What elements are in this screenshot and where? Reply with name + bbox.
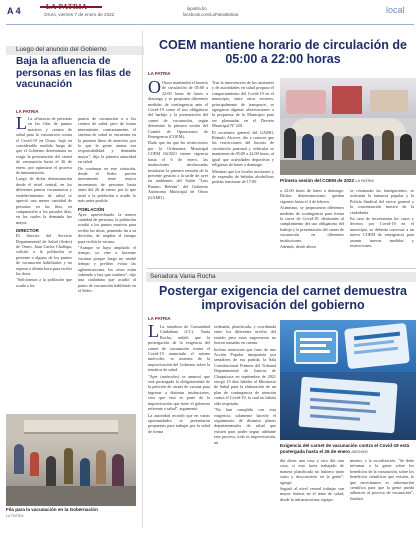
bottom-paragraph: La autoridad recordó que en varias oportunidades se presentaron propuestas para trabajar por la salud de forma bbox=[148, 412, 210, 434]
left-kicker: Luego del anuncio del Gobierno bbox=[16, 46, 107, 53]
bottom-photo-caption bbox=[280, 443, 416, 455]
bottom-paragraph: miento, y la socialización. "Se debe informar a la gente sobre los beneficios de la vacunación, sobre los beneficios científicos que existen, lo que necesitamos es información científica para que la gente pueda adherirse al proceso de vacunación", finalizó. bbox=[350, 458, 414, 501]
top-paragraph: a 22:00 horas de lunes a domingo. Dichas determinaciones quedan vigentes hasta el 4 de febrero. bbox=[280, 188, 344, 204]
bottom-paragraph: ordenada, planificada, y coordinada entre los diferentes niveles del estado, pero estas sugerencias no fueron tomadas en cuenta. bbox=[214, 324, 276, 346]
left-caption-text: Fila para la vacunación en la Gobernación bbox=[6, 507, 98, 512]
top-paragraph: Tras la intervención de los asistentes y de autoridades en salud propuso el comportamiento del Covid-19 en el municipio, entre otros sectores, principalmente de transporte, se agregaron algunas observaciones a la propuesta de la Municipio para ser plasmadas en el Decreto Municipal Nº 220. bbox=[212, 80, 274, 129]
left-paragraph: puntos de vacunación o a los centros de salud, pero de forma intermitente, contrariamente, el sistema de salud se encuentra en la primera línea de atención, por lo que la gente asuma esa responsabilidad y demanda mayor", dijo la primera autoridad en salud. bbox=[78, 116, 136, 165]
bottom-caption-credit: ARCHIVO bbox=[351, 449, 368, 454]
header-site[interactable]: lapatria.bo bbox=[187, 6, 207, 11]
left-dropcap: L bbox=[16, 113, 27, 133]
bottom-paragraph: "Ayer (miércoles) se anunció que está postergada la obligatoriedad de la petición de carnet de vacuna para ingresar a distintas instituciones, creo que esto es parte de la improvisación que tiene el gobierno referente a salud", argumentó. bbox=[148, 373, 210, 412]
top-photo bbox=[280, 78, 416, 175]
masthead: LA PATRIA bbox=[46, 3, 88, 11]
left-column-2 bbox=[78, 116, 136, 294]
left-subhead-director: DIRECTOR bbox=[16, 228, 39, 234]
bottom-divider bbox=[146, 268, 416, 269]
bottom-dropcap-paragraph bbox=[148, 321, 210, 373]
bottom-paragraph: "No han cumplido con esta exigencia, solamente hacerlo el seguimiento de distintos planes departamentales de salud que existen para poder seguir adelante este proceso, todo es improvisación, un bbox=[214, 407, 276, 445]
left-column-1 bbox=[16, 113, 72, 288]
bottom-caption-text: Exigencia del carnet de vacunación contra el Covid-19 está postergada hasta el 26 de enero bbox=[280, 443, 410, 454]
bottom-paragraph: Incluso mencionó que fruto de una Acción Popular interpuesta por senadores de esa partida, la Sala Constitucional Primera del Tribunal Departamental de Justicia de Chuquisaca en septiembre de 2021 otorgó 15 días hábiles al Ministerio de Salud para la elaboración de un plan de contingencia de atención contra el Covid-19, la cual no habría sido respetada. bbox=[214, 346, 276, 406]
header-social[interactable]: facebook.com/LaPatriaBolivia bbox=[183, 12, 239, 17]
left-byline: LA PATRIA bbox=[16, 109, 39, 114]
top-lead-paragraph: Oruro mantendrá el horario de circulación de 05:00 a 22:00 horas de lunes a domingo y se proponen diferentes medidas de contingencia ante el Covid-19 como el uso obligatorio del barbijo y la presentación del carnet de vacunación, según determinó la primera sesión del Comité de Operaciones de Emergencia (COEM). bbox=[148, 80, 208, 140]
bottom-column-4 bbox=[350, 458, 414, 501]
top-paragraph: Mientras que los locales nocturnos y de expendio de bebidas alcohólicas podrán funcionar de 17:00 bbox=[212, 168, 274, 185]
section-number: A 4 bbox=[7, 6, 21, 16]
top-column-1 bbox=[148, 77, 208, 200]
top-dropcap-paragraph bbox=[148, 77, 208, 140]
column-divider bbox=[142, 30, 143, 528]
top-column-4 bbox=[350, 188, 414, 248]
top-paragraph: El secretario general del GAMO, Rómulo Alcocer, dio a conocer que las restricciones del horario de circulación peatonal y vehicular se mantienen de 05:00 a 22:00 horas, al igual que actividades deportivas y religiosas de lunes a domingo. bbox=[212, 129, 274, 168]
top-byline: LA PATRIA bbox=[148, 71, 171, 76]
left-paragraph: De continuar en este situación, desde el Sedes prevén nuevamente tener mayor incremento de personas hasta antes del 26 de enero, por lo que instó a la población a acudir lo más antes posible. bbox=[78, 165, 136, 204]
left-caption-credit: LA PATRIA bbox=[6, 514, 24, 518]
top-paragraph: Asimismo, se propusieron diferentes medidas de contingencia para frenar la curva de Covid-19, destinadas al cumplimiento del uso obligatorio del barbijo y la presentación del carnet de vacunación en diferentes instituciones. bbox=[280, 205, 344, 243]
bottom-column-1 bbox=[148, 321, 210, 434]
bottom-lead-paragraph: La senadora de Comunidad Ciudadana (CC), Vania Rocha, señaló que la postergación de la exigencia del carnet de vacunación contra el Covid-19 anunciada el mismo miércoles, es muestra de la improvisación del Gobierno sobre la temática de salud. bbox=[148, 324, 210, 373]
bottom-column-3 bbox=[280, 458, 344, 502]
top-paragraph: Dado que las que las restricciones por la Ordenanza Municipal COEM 04/2021 tienen vigencia hasta el 6 de enero, las instituciones involucradas instalaron la primera reunión de la presente gestión a la tarde de ayer en ambientes del Salón "Luis Ramiro Beltrán" del Gobierno Autónomo Municipal de Oruro (GAMO). bbox=[148, 140, 208, 200]
page-header bbox=[0, 0, 420, 27]
top-caption-text: Primera sesión del COEM de 2022 bbox=[280, 178, 355, 183]
left-photo bbox=[6, 414, 136, 506]
top-paragraph: Además, desde ahora bbox=[280, 244, 316, 250]
top-dropcap: O bbox=[148, 77, 161, 97]
left-photo-caption bbox=[6, 507, 146, 512]
top-paragraph: se retomarán las fumigaciones, se activarán la farmacia popular y la Policía Sindical del sector general y la concentración masiva de la ciudadanía. bbox=[350, 188, 414, 215]
bottom-paragraph: Sugirió al nivel central trabajar con mayor énfasis en el tema de salud, desde la infraestructura, equipa- bbox=[280, 486, 344, 502]
left-paragraph: Ayer, aprovechando la menor cantidad de personas, la población acudió a los puntos masivos para recibir las dosis, poniendo fin a su decisión, de ampliar el tiempo para recibir la vacuna. bbox=[78, 211, 136, 244]
header-date: Oruro, viernes 7 de enero de 2022 bbox=[44, 12, 115, 17]
bottom-column-2 bbox=[214, 324, 276, 445]
left-paragraph: El director del Servicio Departamental de Salud (Sedes) de Oruro, Juan Carlos Challapa, solicitó a la población se presente a alguno de los puntos de vacunación habilitados y no esperar a última hora para recibir las dosis. bbox=[16, 233, 72, 276]
bottom-photo bbox=[280, 320, 416, 440]
left-paragraph: "Aunque se haya ampliado el tiempo, yo vine a hacerme vacunar porque luego no tendré tiempo y prefiero evitar las aglomeraciones, los casos están subiendo y hay que cuidarse", dijo una ciudadana que acudió al punto de vacunación habilitado en el Sedes. bbox=[78, 244, 136, 294]
left-dropcap-paragraph bbox=[16, 113, 72, 176]
left-paragraph: Luego de dicha determinación desde el nivel central, en los diferentes puntos vacunatorios y establecimientos de salud se apreció una menor cantidad de personas en las filas, en comparación a los pasados días, en los cuales la demanda fue mayor. bbox=[16, 176, 72, 225]
top-column-2 bbox=[212, 80, 274, 185]
left-lead-paragraph: La afluencia de personas en las filas de puntos masivos y centros de salud para la vacunación contra el Covid-19 en Oruro, bajó en considerable medida luego de que el Gobierno determinara no exigir la presentación del carnet de vacunación hasta el 26 de enero, por optimizar el proceso de inmunización. bbox=[16, 116, 72, 176]
top-headline: COEM mantiene horario de circulación de 05:00 a 22:00 horas bbox=[159, 38, 407, 66]
bottom-byline: LA PATRIA bbox=[148, 316, 171, 321]
bottom-kicker: Senadora Vania Rocha bbox=[150, 273, 216, 280]
bottom-headline: Postergar exigencia del carnet demuestra improvisación del gobierno bbox=[158, 284, 408, 312]
bottom-dropcap: L bbox=[148, 321, 159, 341]
top-photo-caption bbox=[280, 178, 416, 183]
top-caption-credit: LA PATRIA bbox=[355, 179, 374, 183]
header-divider bbox=[6, 24, 414, 25]
bottom-paragraph: día dicen una cosa y otro día otra cosa, si esto fuera trabajado de manera planificada no hubiera tanto susto y desconcierto en la gente", agregó. bbox=[280, 458, 344, 485]
top-paragraph: En caso de incrementar los casos y decesos por Covid-19 en el municipio, se deberán convocar a un nuevo COEM de emergencia para asumir nuevas medidas y restricciones. bbox=[350, 216, 414, 249]
left-paragraph: "Solicitamos a la población que acuda a los bbox=[16, 277, 72, 288]
top-column-3 bbox=[280, 188, 344, 249]
left-headline: Baja la afluencia de personas en las filas de vacunación bbox=[16, 56, 131, 90]
left-subhead-poblacion: POBLACIÓN bbox=[78, 206, 105, 212]
section-category: local bbox=[386, 5, 405, 15]
